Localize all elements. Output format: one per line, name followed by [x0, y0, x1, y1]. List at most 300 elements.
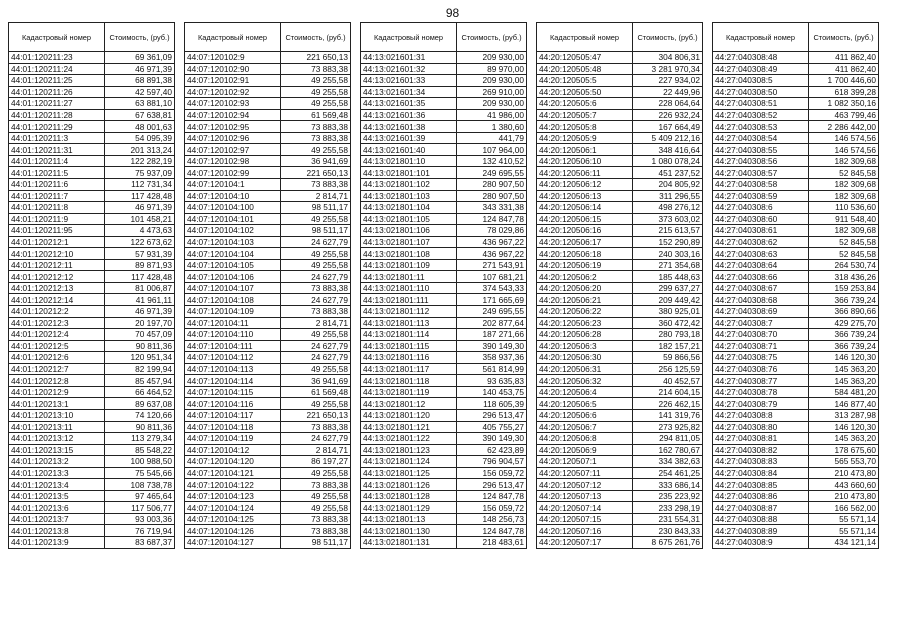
cadastral-number: 44:07:120104:11 — [185, 317, 281, 329]
cost-value: 182 309,68 — [809, 179, 879, 191]
cost-value: 182 309,68 — [809, 155, 879, 167]
cadastral-number: 44:27:040308:70 — [713, 329, 809, 341]
table-row — [185, 109, 351, 121]
cost-value: 146 574,56 — [809, 132, 879, 144]
table-row — [9, 525, 175, 537]
cadastral-number: 44:13:021801:121 — [361, 421, 457, 433]
cost-value: 390 149,30 — [457, 340, 527, 352]
table-row — [713, 63, 879, 75]
cadastral-number: 44:07:120102:92 — [185, 86, 281, 98]
cadastral-number: 44:20:120507:17 — [537, 536, 633, 548]
cost-value: 76 719,94 — [105, 525, 175, 537]
table-row — [361, 121, 527, 133]
table-row — [361, 421, 527, 433]
table-row — [185, 317, 351, 329]
table-row — [185, 502, 351, 514]
cadastral-number: 44:20:120506:32 — [537, 375, 633, 387]
cost-value: 182 309,68 — [809, 190, 879, 202]
cadastral-number: 44:20:120507:16 — [537, 525, 633, 537]
table-row — [537, 502, 703, 514]
cadastral-number: 44:27:040308:61 — [713, 225, 809, 237]
cost-value: 98 511,17 — [281, 202, 351, 214]
cadastral-number: 44:27:040308:69 — [713, 306, 809, 318]
cost-header: Стоимость, (руб.) — [633, 23, 703, 52]
cost-value: 49 255,58 — [281, 490, 351, 502]
cost-value: 82 199,94 — [105, 363, 175, 375]
table-row — [185, 363, 351, 375]
cadastral-number: 44:01:120212:12 — [9, 271, 105, 283]
cost-value: 3 281 970,34 — [633, 63, 703, 75]
cost-value: 318 436,26 — [809, 271, 879, 283]
cost-header: Стоимость, (руб.) — [105, 23, 175, 52]
cadastral-number: 44:27:040308:53 — [713, 121, 809, 133]
cost-value: 264 530,74 — [809, 259, 879, 271]
cost-value: 366 739,24 — [809, 329, 879, 341]
table-row — [713, 121, 879, 133]
cost-value: 52 845,58 — [809, 167, 879, 179]
table-row — [537, 294, 703, 306]
table-row — [713, 75, 879, 87]
cadastral-number: 44:20:120506:10 — [537, 155, 633, 167]
cost-value: 46 971,39 — [105, 202, 175, 214]
table-row — [537, 155, 703, 167]
cadastral-number: 44:07:120104:112 — [185, 352, 281, 364]
cadastral-number: 44:20:120506:13 — [537, 190, 633, 202]
cadastral-number: 44:13:021801:108 — [361, 248, 457, 260]
table-row — [713, 525, 879, 537]
cadastral-number: 44:27:040308:85 — [713, 479, 809, 491]
table-row — [185, 179, 351, 191]
cost-value: 254 461,25 — [633, 467, 703, 479]
cost-value: 42 597,40 — [105, 86, 175, 98]
cost-value: 46 971,39 — [105, 63, 175, 75]
cadastral-table — [184, 22, 351, 549]
cadastral-number: 44:27:040308:62 — [713, 236, 809, 248]
table-row — [713, 98, 879, 110]
table-row — [537, 536, 703, 548]
cost-value: 85 457,94 — [105, 375, 175, 387]
cadastral-number: 44:20:120507:15 — [537, 513, 633, 525]
cadastral-number: 44:07:120104:119 — [185, 433, 281, 445]
cadastral-number: 44:27:040308:60 — [713, 213, 809, 225]
cost-value: 49 255,58 — [281, 86, 351, 98]
table-row — [361, 248, 527, 260]
cost-value: 66 464,52 — [105, 386, 175, 398]
table-row — [185, 398, 351, 410]
cadastral-number: 44:20:120506:30 — [537, 352, 633, 364]
cadastral-number: 44:01:120212:2 — [9, 306, 105, 318]
table-row — [713, 236, 879, 248]
cadastral-number: 44:13:021601:31 — [361, 52, 457, 64]
table-row — [713, 329, 879, 341]
table-row — [9, 167, 175, 179]
table-row — [537, 479, 703, 491]
cadastral-number: 44:01:120211:29 — [9, 121, 105, 133]
table-row — [713, 190, 879, 202]
cost-value: 69 361,09 — [105, 52, 175, 64]
cost-value: 118 605,39 — [457, 398, 527, 410]
cost-value: 233 298,19 — [633, 502, 703, 514]
table-row — [361, 467, 527, 479]
table-row — [361, 340, 527, 352]
table-row — [713, 502, 879, 514]
cadastral-number: 44:07:120102:9 — [185, 52, 281, 64]
cadastral-number: 44:20:120506:21 — [537, 294, 633, 306]
table-row — [713, 456, 879, 468]
table-row — [361, 282, 527, 294]
cost-value: 24 627,79 — [281, 352, 351, 364]
cadastral-number: 44:20:120505:47 — [537, 52, 633, 64]
cadastral-number: 44:07:120104:113 — [185, 363, 281, 375]
cadastral-number: 44:07:120104:102 — [185, 225, 281, 237]
table-row — [185, 202, 351, 214]
cadastral-number: 44:07:120104:122 — [185, 479, 281, 491]
table-row — [185, 525, 351, 537]
cadastral-number: 44:13:021601:33 — [361, 75, 457, 87]
cost-value: 304 806,31 — [633, 52, 703, 64]
table-row — [713, 86, 879, 98]
cost-value: 271 543,91 — [457, 259, 527, 271]
cadastral-number: 44:13:021801:111 — [361, 294, 457, 306]
table-row — [9, 202, 175, 214]
cadastral-number: 44:01:120211:9 — [9, 213, 105, 225]
cost-value: 152 290,89 — [633, 236, 703, 248]
table-row — [9, 271, 175, 283]
cadastral-number: 44:13:021601:39 — [361, 132, 457, 144]
cost-value: 443 660,60 — [809, 479, 879, 491]
cost-value: 227 934,02 — [633, 75, 703, 87]
table-row — [9, 86, 175, 98]
cadastral-number: 44:27:040308:59 — [713, 190, 809, 202]
table-row — [9, 352, 175, 364]
cadastral-number: 44:13:021801:13 — [361, 513, 457, 525]
cost-value: 81 006,87 — [105, 282, 175, 294]
table-row — [9, 513, 175, 525]
cadastral-number: 44:27:040308:63 — [713, 248, 809, 260]
table-row — [185, 479, 351, 491]
cadastral-number: 44:27:040308:57 — [713, 167, 809, 179]
table-row — [185, 513, 351, 525]
table-row — [537, 340, 703, 352]
cadastral-number: 44:27:040308:54 — [713, 132, 809, 144]
table-row — [361, 536, 527, 548]
cost-value: 436 967,22 — [457, 248, 527, 260]
table-row — [713, 213, 879, 225]
cadastral-number: 44:07:120102:96 — [185, 132, 281, 144]
cost-value: 436 967,22 — [457, 236, 527, 248]
cost-value: 52 845,58 — [809, 236, 879, 248]
cost-value: 280 907,50 — [457, 179, 527, 191]
cost-value: 89 871,93 — [105, 259, 175, 271]
table-row — [713, 294, 879, 306]
cost-value: 463 799,46 — [809, 109, 879, 121]
cost-value: 204 805,92 — [633, 179, 703, 191]
cost-value: 73 883,38 — [281, 121, 351, 133]
cadastral-number: 44:01:120211:5 — [9, 167, 105, 179]
cadastral-number: 44:13:021801:112 — [361, 306, 457, 318]
cadastral-number: 44:13:021601:35 — [361, 98, 457, 110]
cost-value: 73 883,38 — [281, 513, 351, 525]
cadastral-number: 44:27:040308:56 — [713, 155, 809, 167]
table-row — [361, 52, 527, 64]
cost-value: 240 303,16 — [633, 248, 703, 260]
cost-value: 146 877,40 — [809, 398, 879, 410]
table-row — [9, 456, 175, 468]
cadastral-number: 44:01:120213:9 — [9, 536, 105, 548]
table-row — [537, 525, 703, 537]
table-row — [713, 433, 879, 445]
cadastral-number: 44:20:120506:18 — [537, 248, 633, 260]
table-row — [537, 75, 703, 87]
cadastral-number: 44:13:021801:130 — [361, 525, 457, 537]
table-row — [361, 132, 527, 144]
cost-value: 49 255,58 — [281, 144, 351, 156]
table-row — [537, 179, 703, 191]
cadastral-number: 44:27:040308:79 — [713, 398, 809, 410]
cadastral-number: 44:01:120213:1 — [9, 398, 105, 410]
table-row — [185, 352, 351, 364]
cost-value: 2 814,71 — [281, 444, 351, 456]
table-row — [713, 409, 879, 421]
table-row — [361, 63, 527, 75]
cost-value: 49 255,58 — [281, 98, 351, 110]
table-row — [361, 502, 527, 514]
cadastral-number: 44:13:021801:115 — [361, 340, 457, 352]
cadastral-number: 44:20:120505:5 — [537, 75, 633, 87]
table-row — [537, 121, 703, 133]
cadastral-number: 44:13:021801:113 — [361, 317, 457, 329]
cost-value: 358 937,36 — [457, 352, 527, 364]
cost-value: 202 877,64 — [457, 317, 527, 329]
cadastral-number-header: Кадастровый номер — [185, 23, 281, 52]
cost-value: 49 255,58 — [281, 398, 351, 410]
cadastral-number: 44:01:120213:10 — [9, 409, 105, 421]
cadastral-number: 44:27:040308:75 — [713, 352, 809, 364]
cadastral-number: 44:20:120506:17 — [537, 236, 633, 248]
cadastral-number: 44:07:120104:118 — [185, 421, 281, 433]
cost-value: 1 700 446,60 — [809, 75, 879, 87]
cost-value: 429 275,70 — [809, 317, 879, 329]
cadastral-number: 44:07:120104:111 — [185, 340, 281, 352]
cadastral-number: 44:01:120213:11 — [9, 421, 105, 433]
cadastral-number: 44:20:120506:20 — [537, 282, 633, 294]
cost-value: 374 543,33 — [457, 282, 527, 294]
table-row — [9, 467, 175, 479]
cadastral-number: 44:13:021801:124 — [361, 456, 457, 468]
cadastral-number: 44:01:120212:9 — [9, 386, 105, 398]
cost-value: 112 731,34 — [105, 179, 175, 191]
cost-value: 85 548,22 — [105, 444, 175, 456]
table-row — [9, 479, 175, 491]
cadastral-number: 44:27:040308:88 — [713, 513, 809, 525]
table-row — [9, 155, 175, 167]
cadastral-number: 44:20:120506:16 — [537, 225, 633, 237]
cadastral-number: 44:07:120104:114 — [185, 375, 281, 387]
cost-value: 113 279,34 — [105, 433, 175, 445]
cadastral-number: 44:01:120212:8 — [9, 375, 105, 387]
table-row — [361, 144, 527, 156]
table-row — [537, 132, 703, 144]
cost-value: 74 120,66 — [105, 409, 175, 421]
cost-value: 618 399,28 — [809, 86, 879, 98]
cadastral-number: 44:01:120213:4 — [9, 479, 105, 491]
cost-value: 159 253,84 — [809, 282, 879, 294]
cadastral-number: 44:13:021601:40 — [361, 144, 457, 156]
cadastral-number: 44:20:120507:1 — [537, 456, 633, 468]
cadastral-number: 44:07:120102:90 — [185, 63, 281, 75]
cadastral-number: 44:27:040308:55 — [713, 144, 809, 156]
cost-value: 215 613,57 — [633, 225, 703, 237]
cost-value: 24 627,79 — [281, 271, 351, 283]
table-row — [361, 155, 527, 167]
cost-value: 73 883,38 — [281, 479, 351, 491]
cost-value: 273 925,82 — [633, 421, 703, 433]
cadastral-number: 44:20:120506:19 — [537, 259, 633, 271]
cadastral-number: 44:01:120211:6 — [9, 179, 105, 191]
table-row — [185, 282, 351, 294]
cadastral-number: 44:07:120104:126 — [185, 525, 281, 537]
cadastral-number: 44:20:120507:12 — [537, 479, 633, 491]
cost-value: 145 363,20 — [809, 363, 879, 375]
cadastral-number: 44:13:021801:122 — [361, 433, 457, 445]
table-row — [185, 63, 351, 75]
table-row — [537, 317, 703, 329]
table-row — [361, 375, 527, 387]
cost-value: 108 738,78 — [105, 479, 175, 491]
cost-value: 49 255,58 — [281, 502, 351, 514]
cadastral-number: 44:13:021801:123 — [361, 444, 457, 456]
table-row — [713, 421, 879, 433]
cost-value: 210 473,80 — [809, 467, 879, 479]
cost-value: 89 637,08 — [105, 398, 175, 410]
cadastral-number: 44:01:120211:8 — [9, 202, 105, 214]
cadastral-number: 44:07:120102:91 — [185, 75, 281, 87]
table-row — [537, 271, 703, 283]
cadastral-number: 44:13:021801:117 — [361, 363, 457, 375]
cadastral-number: 44:07:120104:127 — [185, 536, 281, 548]
cost-value: 24 627,79 — [281, 340, 351, 352]
table-row — [537, 433, 703, 445]
cadastral-number: 44:07:120102:99 — [185, 167, 281, 179]
cost-value: 411 862,40 — [809, 63, 879, 75]
cost-value: 68 891,38 — [105, 75, 175, 87]
cadastral-number: 44:07:120104:124 — [185, 502, 281, 514]
cost-value: 67 638,81 — [105, 109, 175, 121]
table-row — [361, 86, 527, 98]
cost-value: 167 664,49 — [633, 121, 703, 133]
cadastral-number: 44:01:120211:31 — [9, 144, 105, 156]
cadastral-number: 44:01:120211:28 — [9, 109, 105, 121]
cost-value: 561 814,99 — [457, 363, 527, 375]
cadastral-number: 44:20:120506:31 — [537, 363, 633, 375]
table-row — [185, 52, 351, 64]
cost-value: 1 080 078,24 — [633, 155, 703, 167]
table-row — [537, 236, 703, 248]
cost-value: 218 483,61 — [457, 536, 527, 548]
cadastral-number: 44:07:120104:117 — [185, 409, 281, 421]
cost-value: 73 883,38 — [281, 525, 351, 537]
cadastral-number: 44:07:120102:95 — [185, 121, 281, 133]
table-row — [185, 294, 351, 306]
cadastral-number: 44:07:120104:100 — [185, 202, 281, 214]
cost-value: 178 675,60 — [809, 444, 879, 456]
cost-value: 296 513,47 — [457, 409, 527, 421]
cost-value: 182 309,68 — [809, 225, 879, 237]
cost-value: 41 986,00 — [457, 109, 527, 121]
cadastral-number: 44:01:120212:6 — [9, 352, 105, 364]
cadastral-number: 44:01:120213:5 — [9, 490, 105, 502]
cost-value: 75 937,09 — [105, 167, 175, 179]
table-row — [9, 433, 175, 445]
cost-value: 140 453,75 — [457, 386, 527, 398]
cost-value: 166 562,00 — [809, 502, 879, 514]
cost-value: 122 673,62 — [105, 236, 175, 248]
table-row — [185, 144, 351, 156]
table-row — [537, 86, 703, 98]
table-row — [9, 52, 175, 64]
cadastral-number: 44:07:120104:110 — [185, 329, 281, 341]
table-row — [361, 329, 527, 341]
cadastral-number: 44:07:120104:116 — [185, 398, 281, 410]
cadastral-number: 44:01:120212:5 — [9, 340, 105, 352]
table-row — [361, 179, 527, 191]
table-row — [9, 317, 175, 329]
table-row — [537, 248, 703, 260]
table-row — [9, 294, 175, 306]
cost-value: 360 472,42 — [633, 317, 703, 329]
cost-value: 201 313,24 — [105, 144, 175, 156]
cost-value: 348 416,64 — [633, 144, 703, 156]
cost-value: 271 354,68 — [633, 259, 703, 271]
table-row — [537, 513, 703, 525]
table-row — [713, 225, 879, 237]
table-row — [361, 456, 527, 468]
table-row — [185, 409, 351, 421]
cadastral-number: 44:01:120211:25 — [9, 75, 105, 87]
cost-value: 565 553,70 — [809, 456, 879, 468]
table-row — [361, 259, 527, 271]
cadastral-number: 44:27:040308:86 — [713, 490, 809, 502]
table-row — [713, 363, 879, 375]
cadastral-number: 44:01:120212:7 — [9, 363, 105, 375]
cost-value: 145 363,20 — [809, 375, 879, 387]
cost-value: 52 845,58 — [809, 248, 879, 260]
table-row — [537, 167, 703, 179]
cost-value: 98 511,17 — [281, 536, 351, 548]
cadastral-number: 44:07:120104:106 — [185, 271, 281, 283]
cost-value: 584 481,20 — [809, 386, 879, 398]
cadastral-number: 44:01:120211:95 — [9, 225, 105, 237]
cost-value: 226 462,15 — [633, 398, 703, 410]
cadastral-number: 44:20:120505:8 — [537, 121, 633, 133]
cost-header: Стоимость, (руб.) — [281, 23, 351, 52]
cadastral-number: 44:01:120212:1 — [9, 236, 105, 248]
table-row — [9, 306, 175, 318]
cadastral-number: 44:27:040308:67 — [713, 282, 809, 294]
cadastral-number: 44:01:120212:4 — [9, 329, 105, 341]
cost-value: 117 428,48 — [105, 271, 175, 283]
cost-value: 209 930,00 — [457, 75, 527, 87]
cadastral-number: 44:01:120213:6 — [9, 502, 105, 514]
cadastral-number: 44:27:040308:68 — [713, 294, 809, 306]
cost-value: 146 574,56 — [809, 144, 879, 156]
table-row — [361, 98, 527, 110]
cadastral-number: 44:20:120506:23 — [537, 317, 633, 329]
table-row — [537, 225, 703, 237]
table-row — [185, 421, 351, 433]
cost-value: 249 695,55 — [457, 167, 527, 179]
cost-value: 280 793,18 — [633, 329, 703, 341]
